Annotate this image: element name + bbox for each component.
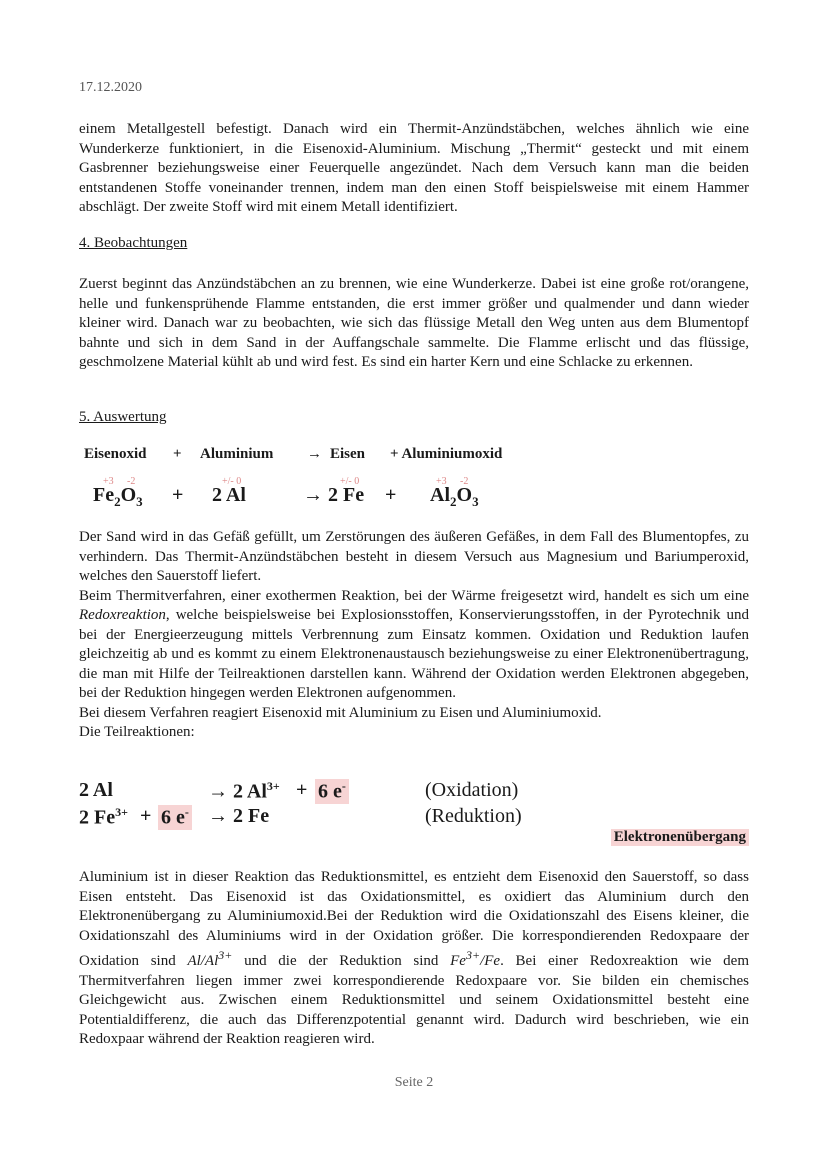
electron-transfer-label: Elektronenübergang (611, 829, 749, 846)
section-heading-auswertung: 5. Auswertung (79, 409, 167, 425)
explanation-text-3: Bei diesem Verfahren reagiert Eisenoxid mit Aluminium zu Eisen und Aluminiumoxid. (79, 704, 602, 721)
reduction-electrons: 6 e- (158, 805, 192, 830)
formula-plus-1: + (172, 484, 184, 506)
reduction-plus: + (140, 805, 152, 827)
reduction-label: (Reduktion) (425, 805, 522, 827)
observations-text: Zuerst beginnt das Anzündstäbchen an zu brennen, wie eine Wunderkerze. Dabei ist eine große rot/orangene, helle und funkensprühende Flamme entstanden, die erst immer größer und qualmender und dann wieder kleiner wird. Danach war zu beobachten, wie sich das flüssige Metall den Weg unten aus dem Blumentopf bahnte und sich in dem Sand in der Auffangschale sammelte. Die Flamme erlischt und das flüssige, geschmolzene Material kühlt ab und wird fest. Es sind ein harter Kern und eine Schlacke zu erkennen. (79, 276, 749, 370)
intro-paragraph (79, 120, 749, 218)
reduction-product: → 2 Fe (208, 805, 270, 827)
document-date: 17.12.2020 (79, 80, 142, 95)
explanation-text-4: Die Teilreaktionen: (79, 724, 195, 740)
oxidation-label: (Oxidation) (425, 779, 519, 801)
formula-2al: 2 Al (212, 484, 246, 506)
oxnum-al: +/- 0 (222, 476, 242, 487)
oxnum-o-al-oxide: -2 (460, 476, 469, 487)
word-plus-1: + (173, 446, 182, 462)
reduction-reactant: 2 $Fe^{3+}$ (79, 805, 128, 829)
explanation-text-2: Beim Thermitverfahren, einer exothermen Reaktion, bei der Wärme freigesetzt wird, handelt es sich um eine Redoxreaktion, welche beispielsweise bei Explosionsstoffen, Konservierungsstoffen, in der Pyrotechnik und bei der Energieerzeugung mittels Verbrennung zum Einsatz kommen. Oxidation und Reduktion laufen gleichzeitig ab und es kommt zu einem Elektronenaustausch beziehungsweise zu einer Elektronenübertragung, die man mit Hilfe der Teilreaktionen darstellen kann. Während der Oxidation werden Elektronen abgegeben, bei der Reduktion hingegen werden Elektronen aufgenommen. (79, 587, 749, 701)
page-number: Seite 2 (394, 1075, 434, 1090)
intro-text: einem Metallgestell befestigt. Danach wird ein Thermit-Anzündstäbchen, welches ähnlich wie eine Wunderkerze funktioniert, in die Eisenoxid-Aluminium. Mischung „Thermit“ gesteckt und mit einem Gasbrenner beziehungsweise einer Feuerquelle angezündet. Nach dem Versuch kann man die beiden entstandenen Stoffe voneinander trennen, indem man den einen Stoff beispielsweise mit einem Hammer abschlägt. Der zweite Stoff wird mit einem Metall identifiziert. (79, 121, 749, 215)
word-aluminiumoxid: + Aluminiumoxid (390, 446, 503, 462)
section-heading-beobachtungen: 4. Beobachtungen (79, 235, 188, 251)
oxidation-reactant: 2 Al (79, 779, 113, 801)
oxnum-fe: +/- 0 (340, 476, 360, 487)
oxnum-o-fe-oxide: -2 (127, 476, 136, 487)
oxnum-fe-oxide: +3 (103, 476, 114, 487)
word-eisen: Eisen (330, 446, 366, 462)
word-eisenoxid: Eisenoxid (84, 446, 147, 462)
formula-2fe: → 2 Fe (303, 484, 365, 506)
explanation-paragraph (79, 528, 749, 743)
word-arrow: → (307, 446, 322, 462)
oxidation-plus: + (296, 779, 308, 801)
formula-al2o3: $Al_2O_3$ (430, 484, 479, 509)
conclusion-text: Aluminium ist in dieser Reaktion das Reduktionsmittel, es entzieht dem Eisenoxid den Sauerstoff, so dass Eisen entsteht. Das Eisenoxid ist das Oxidationsmittel, es oxidiert das Aluminium durch den Elektronenübergang zu Aluminiumoxid.Bei der Reduktion wird die Oxidationszahl des Eisens kleiner, die Oxidationszahl des Aluminiums wird in der Oxidation größer. Die korrespondierenden Redoxpaare der Oxidation sind $Al/Al^{3+}$ und die der Reduktion sind $Fe^{3+}/Fe$. Bei einer Redoxreaktion wie dem Thermitverfahren liegen immer zwei korrespondierende Redoxpaare vor. Sie bilden ein chemisches Gleichgewicht aus. Zwischen einem Reduktionsmittel und seinem Oxidationsmittel besteht eine Potentialdifferenz, die auch das Differenzpotential genannt wird. Dadurch wird beschrieben, wie ein Redoxpaar während der Reaktion reagieren wird. (79, 869, 749, 1047)
conclusion-paragraph (79, 868, 749, 1050)
explanation-text-1: Der Sand wird in das Gefäß gefüllt, um Zerstörungen des äußeren Gefäßes, in dem Fall des Blumentopfes, zu verhindern. Das Thermit-Anzündstäbchen besteht in diesem Versuch aus Magnesium und Bariumperoxid, welches den Sauerstoff liefert. (79, 529, 749, 584)
word-aluminium: Aluminium (200, 446, 274, 462)
oxnum-al-oxide: +3 (436, 476, 447, 487)
oxidation-product: → 2 $Al^{3+}$ (208, 779, 280, 803)
observations-paragraph (79, 275, 749, 373)
formula-plus-2: + (385, 484, 397, 506)
oxidation-electrons: 6 e- (315, 779, 349, 804)
formula-fe2o3: $Fe_2O_3$ (93, 484, 143, 509)
